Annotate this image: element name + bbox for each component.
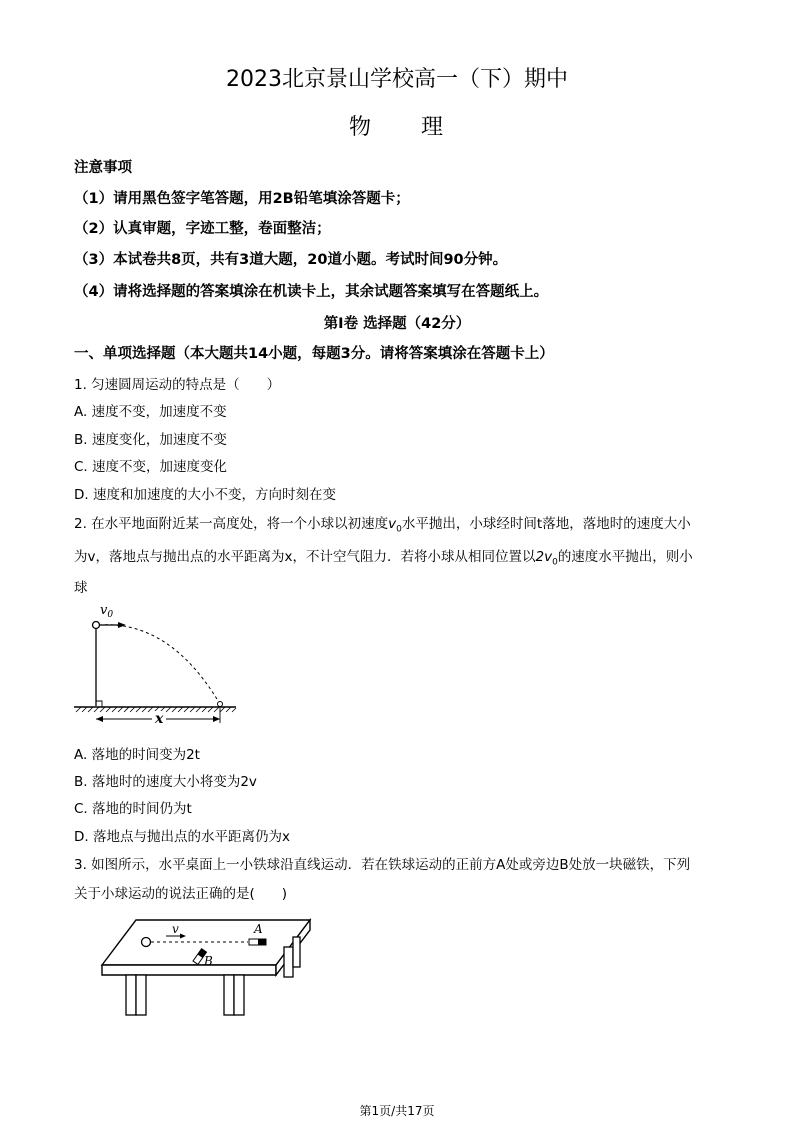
q1-option-a: A. 速度不变，加速度不变: [74, 404, 227, 420]
q2-v0-sub: 0: [396, 524, 402, 535]
x-dimension-arrow-left: [96, 716, 103, 722]
figure-v-label: v: [172, 922, 179, 936]
page-number: 第1页/共17页: [359, 1104, 435, 1118]
part-title: 一、单项选择题（本大题共14小题，每题3分。请将答案填涂在答题卡上）: [74, 346, 554, 362]
exam-title: 2023北京景山学校高一（下）期中: [226, 67, 568, 92]
q2-option-c: C. 落地的时间仍为t: [74, 801, 192, 817]
q2-stem-text: 水平抛出，小球经时间t落地，落地时的速度大小: [401, 516, 691, 532]
q1-option-d: D. 速度和加速度的大小不变，方向时刻在变: [74, 487, 336, 503]
q2-2v0-symbol: 2v: [535, 549, 553, 565]
figure-v0-label: $v_0$: [100, 603, 114, 620]
figure-a-label: A: [254, 922, 263, 936]
q3-stem-line2: 关于小球运动的说法正确的是( ): [74, 886, 288, 902]
table-leg: [136, 975, 146, 1015]
note-item: （4）请将选择题的答案填涂在机读卡上，其余试题答案填写在答题纸上。: [74, 284, 549, 300]
q3-stem-line1: 3. 如图所示，水平桌面上一小铁球沿直线运动．若在铁球运动的正前方A处或旁边B处放一块磁铁，下列: [74, 857, 691, 873]
q2-option-a: A. 落地的时间变为2t: [74, 747, 200, 763]
table-leg: [126, 975, 136, 1015]
q2-stem-text: 为v，落地点与抛出点的水平距离为x，不计空气阻力．若将小球从相同位置以: [74, 549, 536, 565]
q1-stem: 1. 匀速圆周运动的特点是（ ）: [74, 377, 281, 393]
note-item: （2）认真审题，字迹工整，卷面整洁；: [74, 221, 331, 237]
q2-stem-line3: 球: [74, 580, 88, 596]
figure-b-label: B: [204, 954, 213, 968]
q2-2v0-sub: 0: [552, 557, 558, 568]
q2-option-b: B. 落地时的速度大小将变为2v: [74, 774, 257, 790]
subject-title: 物 理: [348, 115, 445, 140]
q1-option-c: C. 速度不变，加速度变化: [74, 459, 228, 475]
trajectory-curve: [99, 625, 220, 704]
q2-v0-symbol: v: [388, 516, 397, 532]
table-leg: [234, 975, 244, 1015]
note-item: （1）请用黑色签字笔答题，用2B铅笔填涂答题卡；: [74, 191, 410, 207]
table-leg: [284, 947, 293, 977]
q2-option-d: D. 落地点与抛出点的水平距离仍为x: [74, 829, 290, 845]
q2-stem-text: 的速度水平抛出，则小: [557, 549, 693, 565]
q3-figure-table: [96, 915, 316, 1020]
notes-heading: 注意事项: [74, 160, 132, 176]
right-angle-marker: [96, 701, 102, 707]
x-dimension-arrow-right: [213, 716, 220, 722]
q2-stem-line1: [74, 512, 691, 535]
ball-icon: [93, 622, 100, 629]
landing-ball-icon: [218, 702, 223, 707]
iron-ball-icon: [142, 938, 151, 947]
q2-figure-projectile: [70, 598, 240, 728]
q2-stem-text: 2. 在水平地面附近某一高度处，将一个小球以初速度: [74, 516, 389, 532]
magnet-a-pole: [258, 939, 266, 945]
table-leg: [224, 975, 234, 1015]
note-item: （3）本试卷共8页，共有3道大题，20道小题。考试时间90分钟。: [74, 252, 508, 268]
figure-x-label: x: [155, 711, 164, 727]
volume-title: 第Ⅰ卷 选择题（42分）: [323, 316, 471, 332]
q2-stem-line2: [74, 545, 693, 568]
q1-option-b: B. 速度变化，加速度不变: [74, 432, 227, 448]
table-leg: [293, 937, 300, 967]
table-front-edge: [102, 965, 276, 975]
